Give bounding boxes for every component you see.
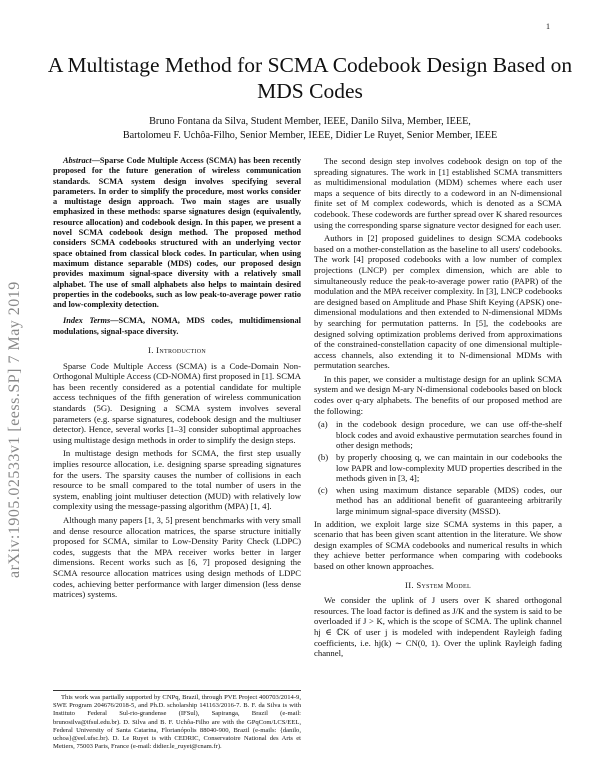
arxiv-identifier: arXiv:1905.02533v1 [eess.SP] 7 May 2019 — [6, 281, 23, 578]
benefits-list — [314, 419, 562, 516]
benefit-label: (a) — [318, 419, 328, 430]
abstract — [53, 156, 301, 310]
benefit-item — [314, 485, 562, 517]
intro-paragraph: In multistage design methods for SCMA, the first step usually implies resource allocation, i.e. designing sparse spreading signatures for the users. The sparsity causes the number of collisions in each resource to be small compared to the total number of users in the system, enabling joint multiuser detection (MUD) with relatively low complexity using the message-passing algorithm (MPA) [1, 4]. — [53, 448, 301, 512]
left-column — [53, 156, 301, 603]
index-terms — [53, 316, 301, 337]
intro-paragraph: Sparse Code Multiple Access (SCMA) is a Code-Domain Non-Orthogonal Multiple Access (CD-NOMA) first proposed in [1]. SCMA has been recently considered as a potential candidate for multiple access techniques of the fifth generation of wireless communication standards (5G). Designing a SCMA system involves several parameters (e.g. sparse signatures, codebook design and the multiuser detector). Hence, several works [1–3] consider suboptimal approaches using multistage design methods in order to simplify the design steps. — [53, 360, 301, 445]
footnote-text: This work was partially supported by CNPq, Brazil, through PVE Project 400703/2014-9, SWE Program 204676/2018-5, and Ph.D. scholarship 141163/2016-7. B. F. da Silva is with Instituto Federal Sul-rio-grandense (IFSul), Sapiranga, Brazil (e-mail: brunosilva@ifsul.edu.br). D. Silva and B. F. Uchôa-Filho are with the GPqCom/LCS/EEL, Federal University of Santa Catarina, Florianópolis 88040-900, Brazil (e-mails: {danilo, uchoa}@eel.ufsc.br). D. Le Ruyet is with CEDRIC, Conservatoire National des Arts et Metiers, 75003 Paris, France (e-mail: didier.le_ruyet@cnam.fr). — [53, 694, 301, 751]
system-model-paragraph: We consider the uplink of J users over K shared orthogonal resources. The load factor is defined as J/K and the system is said to be overloaded if J > K, which is the scope of SCMA. The uplink channel hj ∈ ℂK of user j is modeled with independent Rayleigh fading coefficients, i.e. hj(k) ∼ CN(0, 1). Over the uplink Rayleigh fading channel, — [314, 595, 562, 659]
section-heading-system-model: II. System Model — [405, 579, 471, 590]
index-terms-lead: Index Terms — [63, 316, 111, 326]
arxiv-watermark — [0, 0, 40, 776]
author-line-2: Bartolomeu F. Uchôa-Filho, Senior Member, IEEE, Didier Le Ruyet, Senior Member, IEEE — [122, 130, 498, 141]
benefit-item — [314, 452, 562, 484]
intro-paragraph: The second design step involves codebook design on top of the spreading signatures. The work in [1] established SCMA transmitters as multidimensional modulation (MDM) schemes where each user maps a sequence of bits directly to a codeword in an N-dimensional finite set of M complex codewords, which is denoted as a SCMA codebook. These codewords are further spread over K shared resources using the corresponding sparse signature vector designed for each user. — [314, 156, 562, 230]
footnote — [53, 690, 301, 751]
page-number: 1 — [546, 22, 550, 31]
benefit-text: when using maximum distance separable (MDS) codes, our method has an additional benefit of guaranteeing arbitrarily large minimum signal-space diversity (MSSD). — [336, 484, 562, 516]
post-list-paragraph: In addition, we exploit large size SCMA systems in this paper, a scenario that has been given scant attention in the literature. We show design examples of SCMA codebooks and numerical results in which they achieve better performance when comparing with codebooks based on other known approaches. — [314, 518, 562, 571]
abstract-text: —Sparse Code Multiple Access (SCMA) has been recently proposed for the future generation of wireless communication standards. SCMA system design involves specifying several parameters. In order to simplify the procedure, most works consider a multistage design approach. Two main stages are usually emphasized in these methods: sparse signatures design (equivalently, resource allocation) and codebook design. In this paper, we present a novel SCMA codebook design method. The proposed method considers SCMA codebooks structured with an underlying vector space obtained from classical block codes. In particular, when using maximum distance separable (MDS) codes, our proposed design provides maximum signal-space diversity with a relatively small alphabet. The use of small alphabets also helps to maintain desired properties in the codebooks, such as low peak-to-average power ratio and low-complexity detection. — [53, 156, 301, 310]
abstract-lead: Abstract — [63, 156, 92, 165]
intro-paragraph: Although many papers [1, 3, 5] present benchmarks with very small and dense resource allocation matrices, the sparse structure initially proposed for SCMA, similar to Low-Density Parity Check (LDPC) codes, suggests that the MPA receiver works better in larger dimensions. Recent works such as [6, 7] proposed designing the SCMA resource allocation matrices using design methods of LDPC codes, achieving better performance with larger dimension (less dense matrices) systems. — [53, 514, 301, 600]
intro-paragraph: In this paper, we consider a multistage design for an uplink SCMA system and we design M-ary N-dimensional codebooks based on block codes over q-ary alphabets. The benefits of our proposed method are the following: — [314, 373, 562, 416]
section-heading-introduction: I. Introduction — [148, 345, 206, 356]
benefit-text: by properly choosing q, we can maintain in our codebooks the low PAPR and low-complexity MUD properties described in the methods given in [3, 4]; — [336, 452, 562, 484]
benefit-item — [314, 419, 562, 451]
paper-title: A Multistage Method for SCMA Codebook Design Based on MDS Codes — [47, 53, 573, 103]
intro-paragraph: Authors in [2] proposed guidelines to design SCMA codebooks based on a mother-constellation as the baseline to all users' codebooks. The work [4] proposed codebooks with a low number of complex projections (LNCP) per complex dimension, which are able to simultaneously reduce the peak-to-average power ratio (PAPR) of the modulation and the MPA receiver complexity. In [3], LNCP codebooks are designed based on Amplitude and Phase Shift Keying (APSK) one-dimensional modulations and then extended to N-dimensional MDMs by searching for permutation patterns. In [5], the codebooks are designed solving optimization problems derived from approximations of the constrained-constellation capacity of one dimensional multiple-access channels, also extending it to N-dimensional MDMs with permutation searches. — [314, 233, 562, 371]
right-column — [314, 156, 562, 662]
index-terms-text: —SCMA, NOMA, MDS codes, multidimensional modulations, signal-space diversity. — [53, 316, 301, 336]
benefit-text: in the codebook design procedure, we can use off-the-shelf block codes and avoid exhaustive permutation searches found in other design methods; — [336, 419, 562, 451]
benefit-label: (c) — [318, 484, 328, 495]
benefit-label: (b) — [318, 452, 329, 463]
author-line-1: Bruno Fontana da Silva, Student Member, IEEE, Danilo Silva, Member, IEEE, — [149, 116, 471, 127]
author-block — [40, 115, 580, 143]
